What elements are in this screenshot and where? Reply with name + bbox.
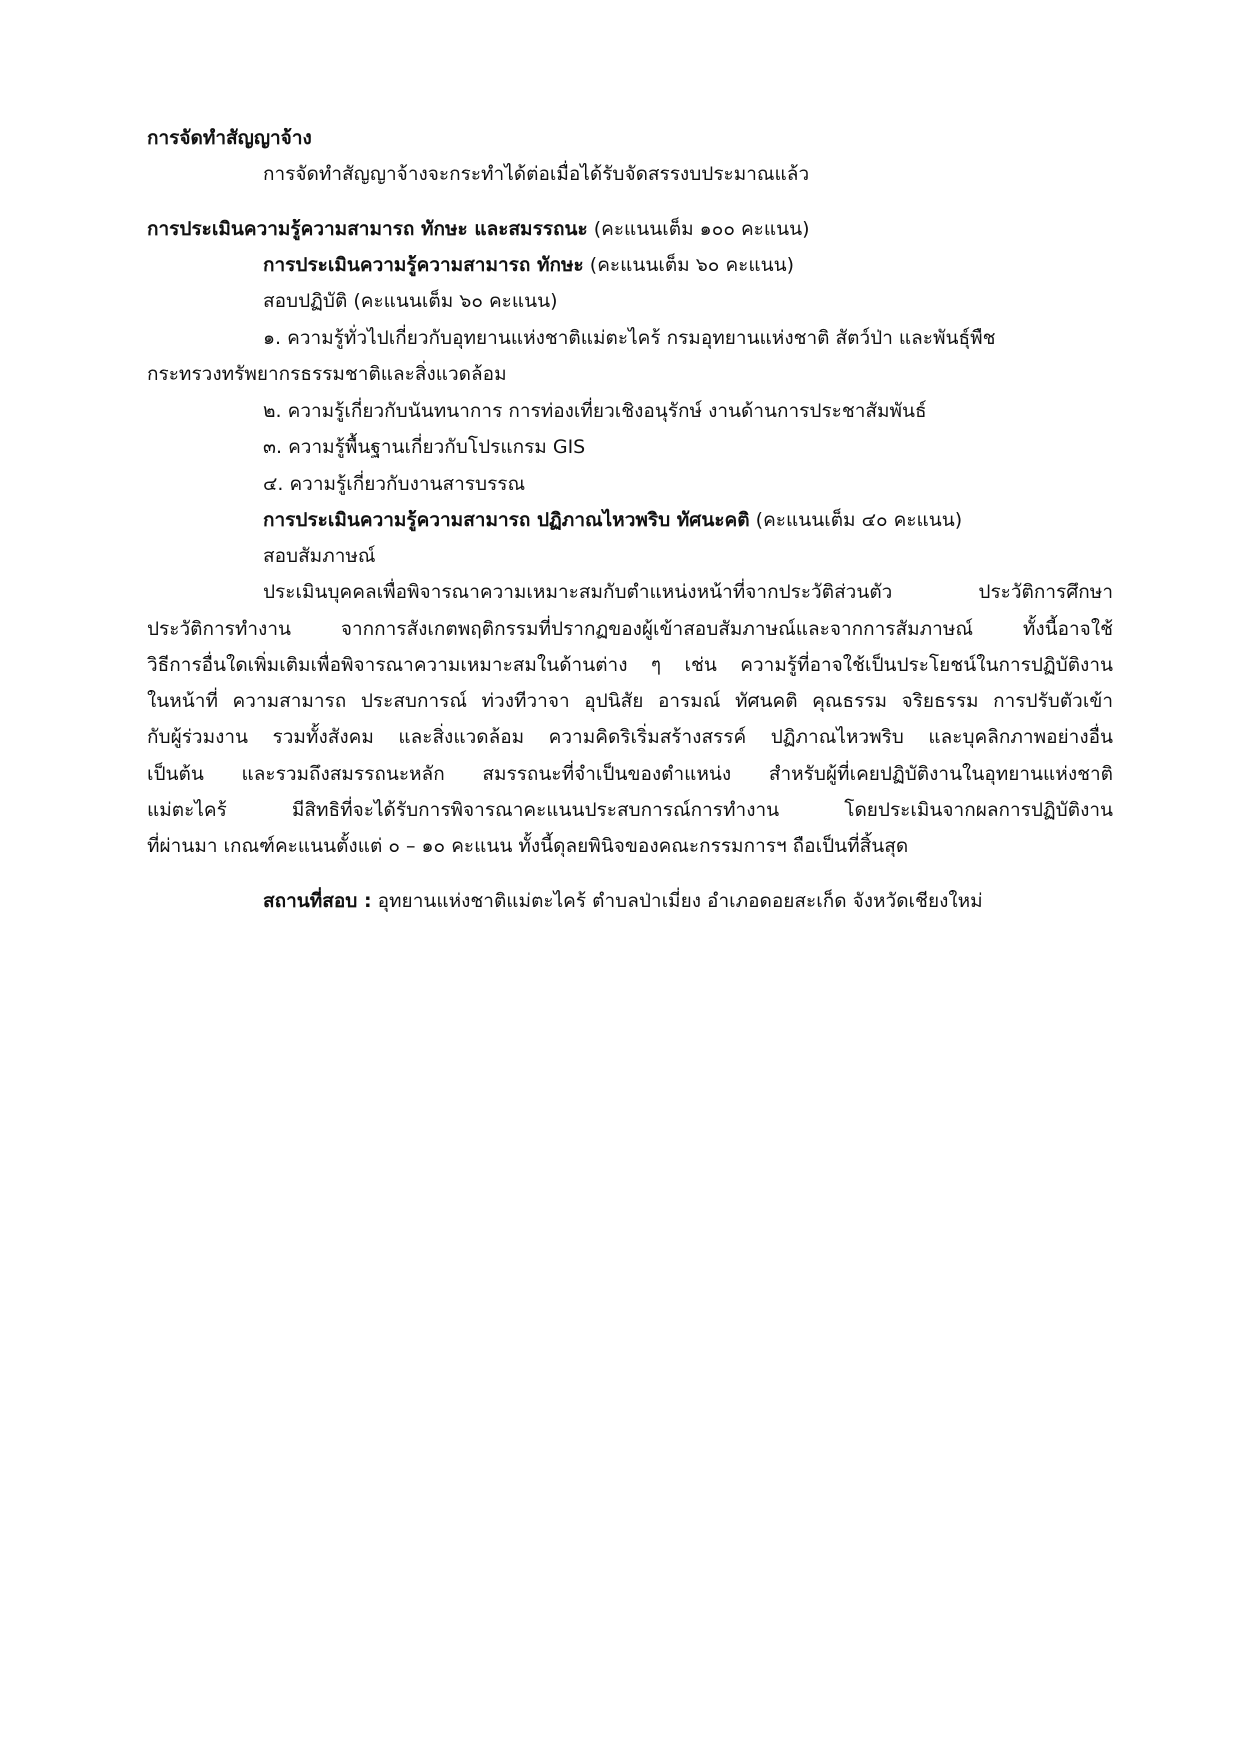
part1-method: สอบปฏิบัติ (คะแนนเต็ม ๖๐ คะแนน) [263,290,558,312]
part1-item-1-cont: กระทรวงทรัพยากรธรรมชาติและสิ่งแวดล้อม [147,363,507,385]
exam-venue [263,888,983,914]
part1-item-3: ๓. ความรู้พื้นฐานเกี่ยวกับโปรแกรม GIS [263,436,586,458]
part1-heading [263,252,794,278]
part2-para-line-8: ที่ผ่านมา เกณฑ์คะแนนตั้งแต่ ๐ – ๑๐ คะแนน ทั้งนี้ดุลยพินิจของคณะกรรมการฯ ถือเป็นที่สิ้นสุด [147,835,909,857]
part2-method: สอบสัมภาษณ์ [263,545,376,567]
part2-para-line-1: ประเมินบุคคลเพื่อพิจารณาความเหมาะสมกับตำแหน่งหน้าที่จากประวัติส่วนตัว ประวัติการศึกษา [263,581,1113,603]
part1-heading-title: การประเมินความรู้ความสามารถ ทักษะ [263,254,584,276]
part2-para-line-4: ในหน้าที่ ความสามารถ ประสบการณ์ ท่วงทีวาจา อุปนิสัย อารมณ์ ทัศนคติ คุณธรรม จริยธรรม การปรับตัวเข้า [147,690,1113,712]
part1-item-4: ๔. ความรู้เกี่ยวกับงานสารบรรณ [263,473,526,495]
part1-item-2: ๒. ความรู้เกี่ยวกับนันทนาการ การท่องเที่ยวเชิงอนุรักษ์ งานด้านการประชาสัมพันธ์ [263,400,927,422]
exam-venue-label: สถานที่สอบ : [263,890,372,912]
exam-venue-value: อุทยานแห่งชาติแม่ตะไคร้ ตำบลป่าเมี่ยง อำเภอดอยสะเก็ด จังหวัดเชียงใหม่ [377,890,983,912]
contract-body: การจัดทำสัญญาจ้างจะกระทำได้ต่อเมื่อได้รับจัดสรรงบประมาณแล้ว [263,163,810,185]
part2-heading [263,507,962,533]
part2-para-line-5: กับผู้ร่วมงาน รวมทั้งสังคม และสิ่งแวดล้อม ความคิดริเริ่มสร้างสรรค์ ปฏิภาณไหวพริบ และบุคลิกภาพอย่างอื่น [147,726,1113,748]
assessment-heading-note: (คะแนนเต็ม ๑๐๐ คะแนน) [593,218,810,240]
part1-item-1: ๑. ความรู้ทั่วไปเกี่ยวกับอุทยานแห่งชาติแม่ตะไคร้ กรมอุทยานแห่งชาติ สัตว์ป่า และพันธุ์พืช [263,327,996,349]
assessment-heading [147,216,810,242]
part2-para-line-6: เป็นต้น และรวมถึงสมรรถนะหลัก สมรรถนะที่จำเป็นของตำแหน่ง สำหรับผู้ที่เคยปฏิบัติงานในอุทยานแห่งชาติ [147,763,1113,785]
part2-heading-note: (คะแนนเต็ม ๔๐ คะแนน) [755,509,963,531]
part2-heading-title: การประเมินความรู้ความสามารถ ปฏิภาณไหวพริบ ทัศนะคติ [263,509,750,531]
part1-heading-note: (คะแนนเต็ม ๖๐ คะแนน) [589,254,794,276]
contract-heading: การจัดทำสัญญาจ้าง [147,127,312,149]
part2-para-line-3: วิธีการอื่นใดเพิ่มเติมเพื่อพิจารณาความเหมาะสมในด้านต่าง ๆ เช่น ความรู้ที่อาจใช้เป็นประโยชน์ในการปฏิบัติงาน [147,654,1113,676]
assessment-heading-title: การประเมินความรู้ความสามารถ ทักษะ และสมรรถนะ [147,218,588,240]
part2-para-line-7: แม่ตะไคร้ มีสิทธิที่จะได้รับการพิจารณาคะแนนประสบการณ์การทำงาน โดยประเมินจากผลการปฏิบัติงาน [147,799,1113,821]
part2-para-line-2: ประวัติการทำงาน จากการสังเกตพฤติกรรมที่ปรากฏของผู้เข้าสอบสัมภาษณ์และจากการสัมภาษณ์ ทั้งนี้อาจใช้ [147,618,1113,640]
